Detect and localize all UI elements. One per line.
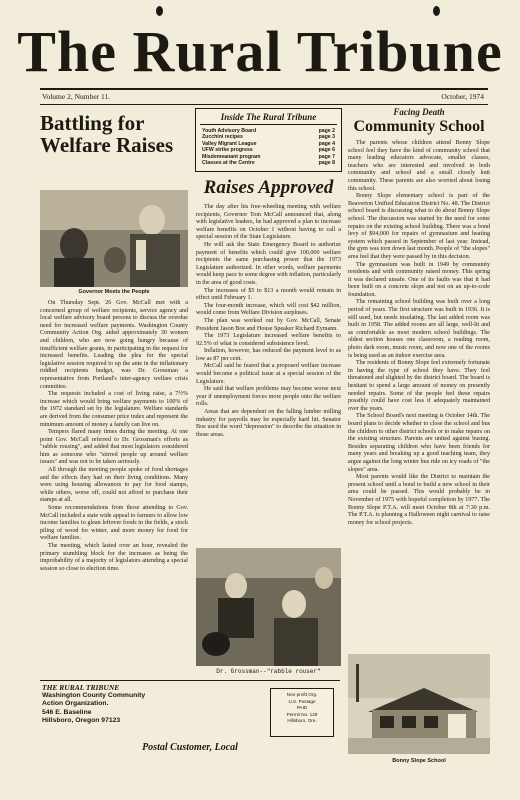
mailer-line: Hillsboro, Oregon 97123 <box>42 716 121 724</box>
paragraph: McCall said he feared that a proposed welfare increase would become a political issue at a special session of the Legislature. <box>196 363 341 385</box>
paragraph: Inflation, however, has reduced the payment level to as low as 87 per cent. <box>196 348 341 362</box>
paragraph: The four-month increase, which will cost $42 million, would come from Welfare Division surpluses. <box>196 302 341 317</box>
postage-permit-box <box>270 688 334 737</box>
right-headline: Community School <box>353 118 485 135</box>
permit-line: Hillsboro, Ore. <box>287 718 317 724</box>
paragraph: The meeting, which lasted over an hour, revealed the primary stumbling block for the increases as being the improbability of a majority of legislators attending a special session so close to election time. <box>40 543 188 572</box>
paragraph: On Thursday Sept. 26 Gov. McCall met with a concerned group of welfare recipients, service agency and local welfare advisory board persons to discuss the overdue need for increased welfare payments. Washington County Community Action Org. aided approximately 30 women and children, who are now going hungry because of insufficient welfare grants, in participating in the request for increased benefits. Leading the plea for the special legislative session required to up the ante in the inflationary riddled recipients budget, was Dr. Grossman a representative from Portland's inter-agency welfare crisis committee. <box>40 300 188 390</box>
paragraph: The residents of Bonny Slope feel extremely fortunate in having the type of school they have. They feel threatened and slighted by the district board. The board is hesitant to spend a large amount of money on presently needed repairs. Some of the people feel these repairs possibly could have cost less if adequately maintained over the years. <box>348 360 490 412</box>
postal-customer-label: Postal Customer, Local <box>142 742 238 753</box>
issue-bar <box>40 88 488 105</box>
permit-line: Permit No. 129 <box>286 711 318 717</box>
paragraph: The day after his free-wheeling meeting with welfare recipients, Governor Tom McCall announced that, along with legislative leaders, he had approved a plan to increase welfare benefits on October 1 without having to call a special session of the State Legislature. <box>196 204 341 241</box>
right-article <box>348 107 490 136</box>
center-body <box>196 204 341 439</box>
paragraph: The parents whose children attend Bonny Slope school feel they have the kind of community school that many leading educators advocate, smaller classes, teachers who are interested and involved in both community and school and a small closely knit community. These parents are also worried about losing this school. <box>348 140 490 192</box>
left-body <box>40 300 188 573</box>
mailer-rule <box>40 680 340 681</box>
paragraph: Bonny Slope elementary school is part of the Beaverton Unified Education District No. 48. The District school board is discussing what to do about Bonny Slope school. The discussion was started by the need for some repairs on the existing school building. There was a bond levy of $94,000 for repairs of gymnasium and heating system which passed in September of last year. Instead, the gym was torn down last month. People of "the slopes" area feel that they were passed by in this decision. <box>348 193 490 260</box>
school-photo <box>348 654 490 754</box>
left-article <box>40 112 188 156</box>
issue-date: October, 1974 <box>441 92 484 101</box>
meeting-photo <box>196 548 341 666</box>
toc-item[interactable]: Valley Migrant League page 4 <box>202 140 335 147</box>
mailer-line: Action Organization. <box>42 700 109 708</box>
paragraph: The 1973 Legislature increased welfare benefits to 92.5% of what is considered subsistence level. <box>196 333 341 347</box>
governor-photo-caption: Governor Meets the People <box>78 289 150 295</box>
paragraph: Tempers flared many times during the meeting. At one point Gov. McCall referred to Dr. Grossman's efforts as "rabble rousing", and added that most legislators considered him as someone who "stirred people up around welfare issues" and was not to be taken seriously. <box>40 429 188 466</box>
toc-item[interactable]: UFW strike progress page 6 <box>202 147 335 154</box>
right-kicker: Facing Death <box>393 107 445 117</box>
paragraph: He will ask the State Emergency Board to authorize payment of benefits which could give 100,000 welfare recipients the same purchasing power that the 1973 Legislature authorized. In other words, welfare payments would keep pace to some degree with inflation, particularly in the area of good costs. <box>196 241 342 286</box>
mailer-line: Washington County Community <box>42 692 146 700</box>
toc-item[interactable]: Misdemeanant program page 7 <box>202 153 335 160</box>
mailer-org-title: THE RURAL TRIBUNE <box>42 683 120 692</box>
governor-photo <box>40 190 188 287</box>
school-photo-caption: Bonny Slope School <box>392 758 446 764</box>
toc-list <box>202 128 335 166</box>
paragraph: All through the meeting people spoke of food shortages and the effects they had on their living conditions. Many were using housing allowances to pay for food stamps, while others, worse off, could not afford to purchase their stamps at all. <box>40 467 188 504</box>
paragraph: Areas that are dependent on the falling lumber milling industry for payrolls may be especially hard hit. Senator Boe used the word "depression" to describe the situation in those areas. <box>196 409 341 438</box>
permit-line: Non-profit Org. <box>286 692 318 697</box>
toc-title: Inside The Rural Tribune <box>220 112 317 122</box>
center-article <box>196 178 341 198</box>
masthead-title: The Rural Tribune <box>17 19 503 84</box>
mailer-line: 546 E. Baseline <box>42 708 92 716</box>
toc-rule <box>200 124 337 125</box>
paragraph: Some recommendations from those attending to Gov. McCall included a state wide appeal to farmers to allow low income families to glean leftover foods in the fields, a stock piling of wood for winter, and more money for food for welfare families. <box>40 505 188 542</box>
meeting-photo-caption: Dr. Grossman--"rabble rouser" <box>216 668 321 675</box>
paragraph: The School Board's next meeting is October 14th. The board plans to decide whether to close the school and bus the children to other district schools or to make repairs on the existing structure. Parents are united against busing. Besides separating children who have been friends for many years and breaking up a good teaching team, they argue against the long winter bus ride on icy roads of "the slopes" area. <box>348 413 490 473</box>
paragraph: The plan was worked out by Gov. McCall, Senate President Jason Boe and House Speaker Richard Eymann. <box>196 317 341 332</box>
punch-hole <box>433 6 440 16</box>
paragraph: The gymnasium was built in 1949 by community residents and with community raised money. This spring it was declared unsafe. One of its faults was that it had been built on a concrete slope and not on an up-to-code foundation. <box>348 261 490 298</box>
governor-photo-image <box>40 190 188 287</box>
paragraph: Most parents would like the District to maintain the present school until a bond to build a new school in their area could be passed. This would probably be in November of 1975 with hopeful completion by 1977. The Bonny Slope P.T.A. will meet October 8th at 7:30 p.m. The P.T.A. is planning a Halloween night carnival to raise money for school projects. <box>348 474 490 526</box>
permit-line: U.S. Postage <box>288 698 316 704</box>
toc-item[interactable]: Youth Advisory Board page 2 <box>202 128 335 134</box>
permit-line: PAID <box>296 705 308 711</box>
toc-item[interactable]: Zucchini recipes page 3 <box>202 134 335 141</box>
school-photo-image <box>348 654 490 754</box>
mailer-address <box>42 684 242 725</box>
toc-box <box>195 108 342 172</box>
paragraph: He said that welfare problems may become worse next year if unemployment forces more people onto the welfare rolls. <box>196 386 341 408</box>
left-headline: Battling for Welfare Raises <box>40 111 174 158</box>
volume-number: Volume 2, Number 11. <box>42 92 111 101</box>
center-headline: Raises Approved <box>203 177 334 198</box>
meeting-photo-image <box>196 548 341 666</box>
toc-item[interactable]: Classes at the Centre page 8 <box>202 160 335 167</box>
punch-hole <box>156 6 163 16</box>
paragraph: The requests included a cost of living raise, a 7½% increase which would bring welfare payments to 100% of the 1972 standard set by the legislature. Welfare standards are derived from the consumer price index and represent the minimum amount of money a family can live on. <box>40 391 188 428</box>
right-body <box>348 140 490 527</box>
paragraph: The remaining school building was built over a long period of years. The first structure was built in 1936. It is still used, but needs insulating. The last added room was built in 1958. The added rooms are all large, well-lit and as comfortable as most modern school buildings. The oldest section houses one classroom, a reading room, photo dark room, music room, and now one of the rooms is being used as an indoor exercise area. <box>348 299 490 359</box>
paragraph: The increases of $5 to $13 a month would remain in effect until February 1. <box>196 287 341 302</box>
